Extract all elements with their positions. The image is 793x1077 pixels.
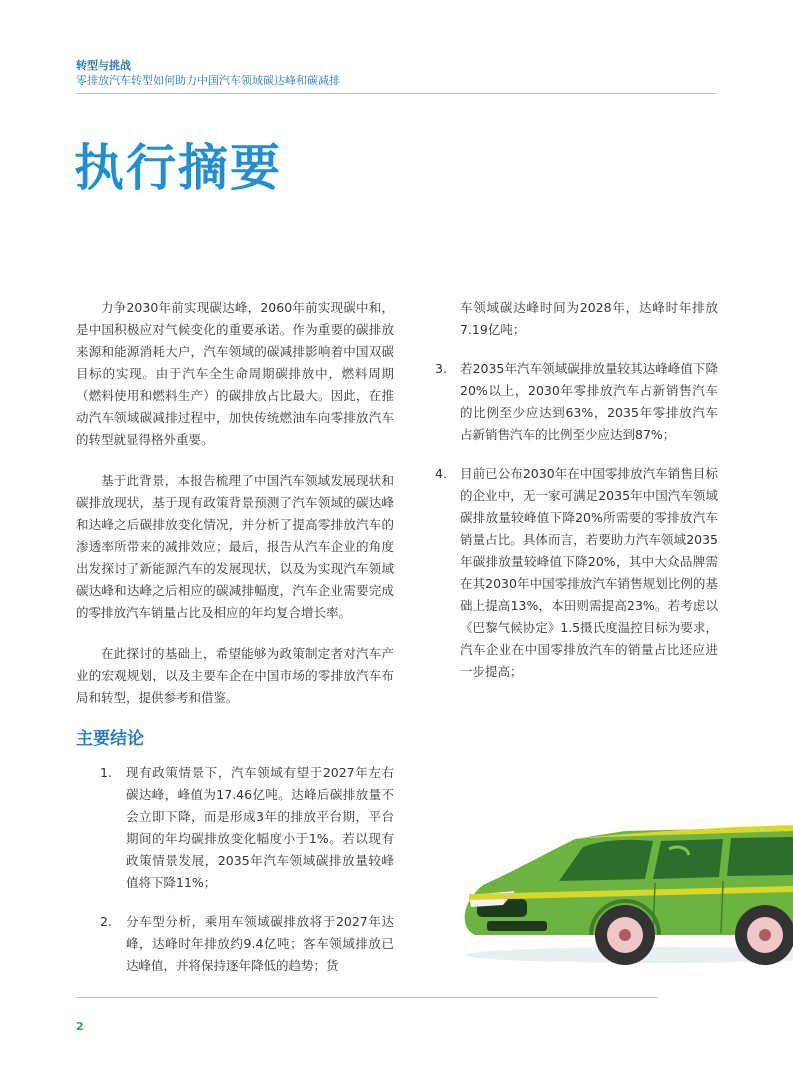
intro-paragraph-2: 基于此背景，本报告梳理了中国汽车领域发展现状和碳排放现状，基于现有政策背景预测了汽车领域的碳达峰和达峰之后碳排放变化情况，并分析了提高零排放汽车的渗透率所带来的减排效应；最后，报告从汽车企业的角度出发探讨了新能源汽车的发展现状，以及为实现汽车领域碳达峰和达峰之后相应的碳减排幅度，汽车企业需要完成的零排放汽车销量占比及相应的年均复合增长率。 xyxy=(76,473,394,620)
conclusion-number: 2. xyxy=(100,914,112,929)
conclusion-number: 3. xyxy=(435,361,447,376)
intro-paragraph-1: 力争2030年前实现碳达峰，2060年前实现碳中和，是中国积极应对气候变化的重要承诺。作为重要的碳排放来源和能源消耗大户，汽车领域的碳减排影响着中国双碳目标的实现。由于汽车全生命周期碳排放中，燃料周期（燃料使用和燃料生产）的碳排放占比最大。因此，在推动汽车领域碳减排过程中，加快传统燃油车向零排放汽车的转型就显得格外重要。 xyxy=(76,300,394,447)
page-title: 执行摘要 xyxy=(74,139,282,197)
intro-paragraph-3: 在此探讨的基础上，希望能够为政策制定者对汽车产业的宏观规划，以及主要车企在中国市场的零排放汽车布局和转型，提供参考和借鉴。 xyxy=(76,646,394,705)
green-car-illustration xyxy=(455,825,793,970)
header-divider xyxy=(76,93,716,94)
left-column xyxy=(76,297,394,994)
right-column xyxy=(433,297,718,700)
header-subtitle: 零排放汽车转型如何助力中国汽车领域碳达峰和碳减排 xyxy=(76,74,340,87)
conclusion-text: 现有政策情景下，汽车领域有望于2027年左右碳达峰，峰值为17.46亿吨。达峰后碳排放量不会立即下降，而是形成3年的排放平台期，平台期间的年均碳排放变化幅度小于1%。若以现有政策情景发展，2035年汽车领域碳排放量较峰值将下降11%； xyxy=(126,765,394,890)
conclusion-text: 若2035年汽车领域碳排放量较其达峰峰值下降20%以上，2030年零排放汽车占新销售汽车的比例至少应达到63%，2035年零排放汽车占新销售汽车的比例至少应达到87%； xyxy=(460,361,718,442)
footer-divider xyxy=(76,997,658,998)
conclusion-item-1 xyxy=(76,762,394,894)
conclusion-item-4 xyxy=(433,463,718,683)
conclusion-item-2-continued: 车领域碳达峰时间为2028年，达峰时年排放7.19亿吨； xyxy=(460,300,718,337)
conclusion-item-3 xyxy=(433,358,718,446)
conclusion-item-2 xyxy=(76,911,394,977)
conclusion-text: 目前已公布2030年在中国零排放汽车销售目标的企业中，无一家可满足2035年中国汽车领域碳排放量较峰值下降20%所需要的零排放汽车销量占比。具体而言，若要助力汽车领域2035年碳排放量较峰值下降20%，其中大众品牌需在其2030年中国零排放汽车销售规划比例的基础上提高13%，本田则需提高23%。若考虑以《巴黎气候协定》1.5摄氏度温控目标为要求，汽车企业在中国零排放汽车的销量占比还应进一步提高； xyxy=(460,466,718,679)
section-title-main-conclusions: 主要结论 xyxy=(76,729,144,749)
page-number: 2 xyxy=(76,1020,84,1033)
conclusion-number: 1. xyxy=(100,765,112,780)
conclusion-text: 分车型分析，乘用车领域碳排放将于2027年达峰，达峰时年排放约9.4亿吨；客车领域排放已达峰值，并将保持逐年降低的趋势；货 xyxy=(126,914,394,973)
header-title: 转型与挑战 xyxy=(76,59,131,72)
conclusion-number: 4. xyxy=(435,466,447,481)
